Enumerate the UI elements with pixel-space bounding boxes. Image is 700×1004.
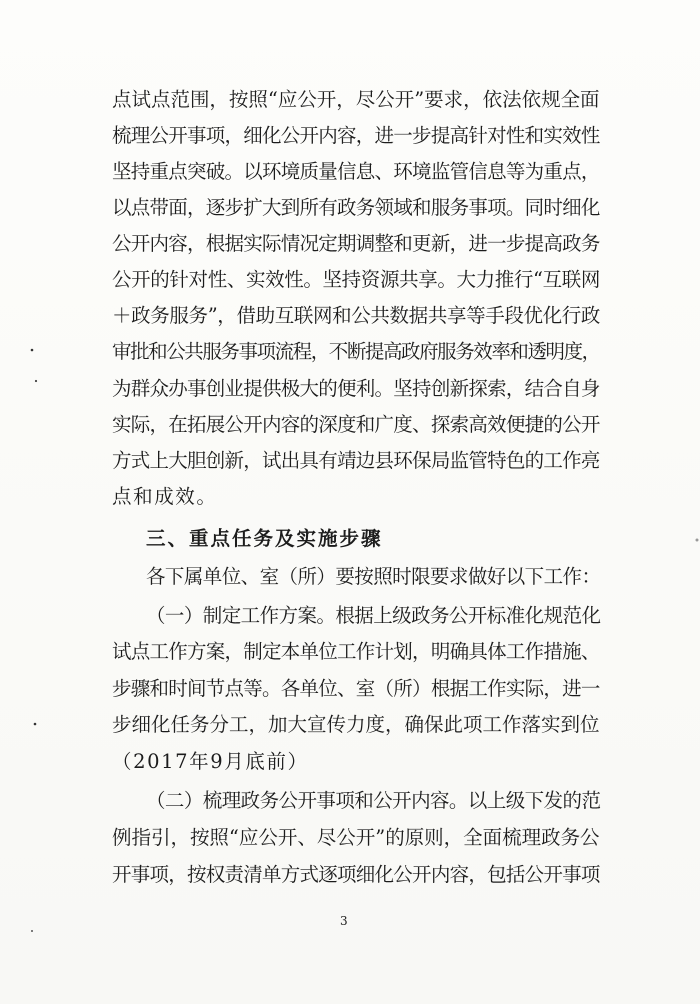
section-heading: 三、重点任务及实施步骤	[146, 527, 383, 550]
text-line: 步骤和时间节点等。各单位、室（所）根据工作实际，进一	[112, 677, 600, 700]
text-line: 坚持重点突破。以环境质量信息、环境监管信息等为重点，	[112, 160, 600, 183]
text-line: 公开内容，根据实际情况定期调整和更新，进一步提高政务	[112, 232, 600, 255]
text-line: （2017年9月底前）	[112, 750, 309, 773]
text-line: 公开的针对性、实效性。坚持资源共享。大力推行“互联网	[112, 268, 601, 291]
page-number: 3	[340, 914, 348, 928]
text-line: 各下属单位、室（所）要按照时限要求做好以下工作：	[146, 565, 601, 588]
text-line: ＋政务服务”，借助互联网和公共数据共享等手段优化行政	[112, 304, 601, 327]
text-line: （二）梳理政务公开事项和公开内容。以上级下发的范	[146, 789, 601, 812]
text-line: 实际，在拓展公开内容的深度和广度、探索高效便捷的公开	[112, 413, 600, 436]
text-line: 以点带面，逐步扩大到所有政务领域和服务事项。同时细化	[112, 196, 600, 219]
text-line: 开事项，按权责清单方式逐项细化公开内容，包括公开事项	[112, 863, 600, 886]
text-line: （一）制定工作方案。根据上级政务公开标准化规范化	[146, 604, 601, 627]
text-line: 为群众办事创业提供极大的便利。坚持创新探索，结合自身	[112, 377, 600, 400]
text-line: 试点工作方案，制定本单位工作计划，明确具体工作措施、	[112, 640, 600, 663]
text-line: 例指引，按照“应公开、尽公开”的原则，全面梳理政务公	[112, 826, 600, 849]
text-line: 点试点范围，按照“应公开，尽公开”要求，依法依规全面	[112, 88, 600, 111]
text-line: 方式上大胆创新，试出具有靖边县环保局监管特色的工作亮	[112, 449, 600, 472]
text-line: 点和成效。	[112, 485, 218, 508]
text-line: 梳理公开事项，细化公开内容，进一步提高针对性和实效性	[112, 124, 600, 147]
text-line: 步细化任务分工，加大宣传力度，确保此项工作落实到位	[112, 713, 600, 736]
text-line: 审批和公共服务事项流程，不断提高政府服务效率和透明度，	[112, 340, 600, 363]
